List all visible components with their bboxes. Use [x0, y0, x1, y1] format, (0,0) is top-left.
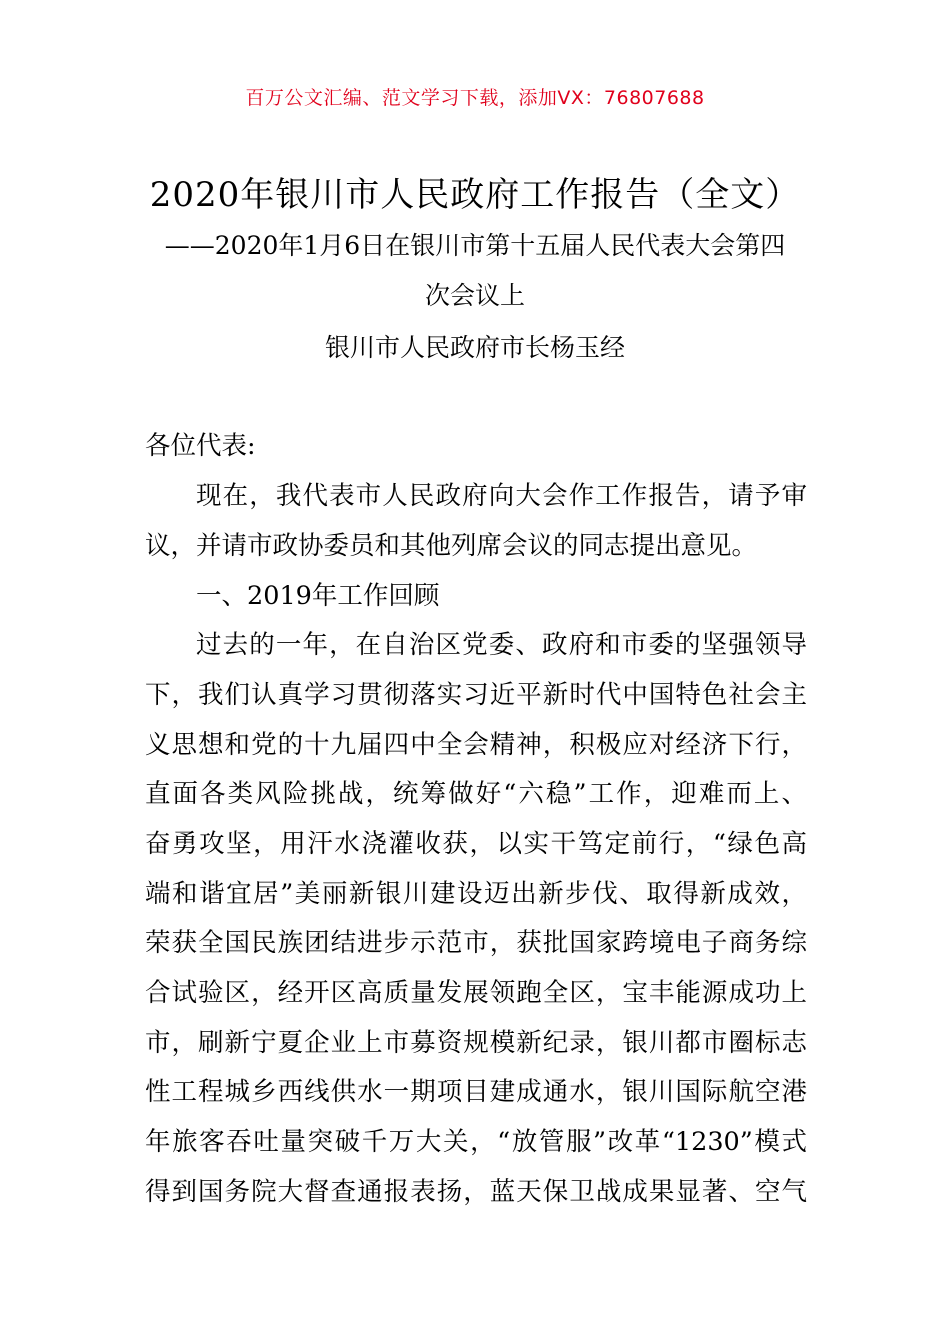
paragraph-line: 议，并请市政协委员和其他列席会议的同志提出意见。 — [145, 531, 758, 561]
paragraph-line: 直面各类风险挑战，统筹做好“六稳”工作，迎难而上、 — [145, 779, 807, 809]
paragraph-line: 义思想和党的十九届四中全会精神，积极应对经济下行， — [145, 730, 807, 760]
section-heading: 一、2019年工作回顾 — [196, 581, 440, 611]
paragraph-line: 过去的一年，在自治区党委、政府和市委的坚强领导 — [196, 630, 807, 660]
paragraph-line: 合试验区，经开区高质量发展领跑全区，宝丰能源成功上 — [145, 978, 807, 1008]
subtitle-line-2: 次会议上 — [424, 281, 525, 310]
author-line: 银川市人民政府市长杨玉经 — [324, 333, 625, 362]
paragraph-line: 奋勇攻坚，用汗水浇灌收获，以实干笃定前行，“绿色高 — [145, 829, 807, 859]
document-title: 2020年银川市人民政府工作报告（全文） — [149, 175, 801, 215]
paragraph-line: 市，刷新宁夏企业上市募资规模新纪录，银川都市圈标志 — [145, 1028, 807, 1058]
paragraph-line: 年旅客吞吐量突破千万大关，“放管服”改革“1230”模式 — [145, 1127, 807, 1157]
paragraph-line: 性工程城乡西线供水一期项目建成通水，银川国际航空港 — [145, 1077, 807, 1107]
salutation: 各位代表: — [145, 431, 256, 461]
paragraph-line: 荣获全国民族团结进步示范市，获批国家跨境电子商务综 — [145, 928, 807, 958]
subtitle-line-1: ——2020年1月6日在银川市第十五届人民代表大会第四 — [164, 231, 786, 260]
paragraph-line: 端和谐宜居”美丽新银川建设迈出新步伐、取得新成效， — [145, 879, 807, 909]
header-watermark-note: 百万公文汇编、范文学习下载，添加VX：76807688 — [245, 87, 705, 109]
paragraph-line: 下，我们认真学习贯彻落实习近平新时代中国特色社会主 — [145, 680, 807, 710]
paragraph-line: 得到国务院大督查通报表扬，蓝天保卫战成果显著、空气 — [145, 1177, 807, 1207]
paragraph-line: 现在，我代表市人民政府向大会作工作报告，请予审 — [196, 481, 807, 511]
